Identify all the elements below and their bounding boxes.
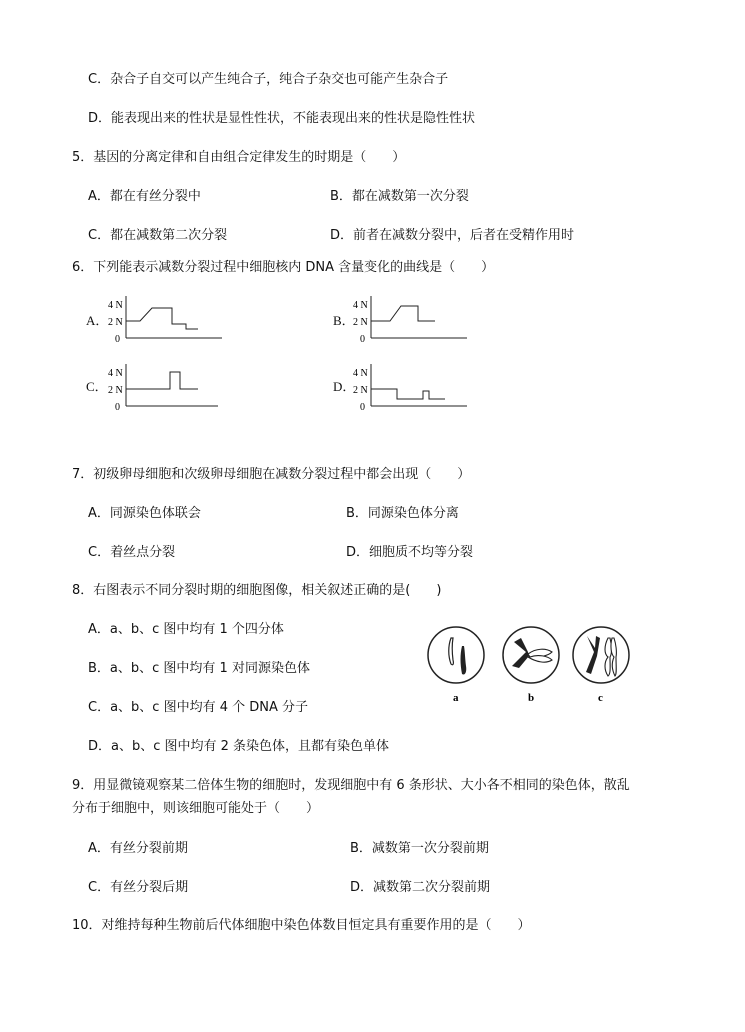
cell-c [573, 627, 629, 704]
q8-option-b: B．a、b、c 图中均有 1 对同源染色体 [88, 661, 310, 676]
q4-option-c: C．杂合子自交可以产生纯合子，纯合子杂交也可能产生杂合子 [88, 72, 449, 87]
q5-option-c: C．都在减数第二次分裂 [88, 228, 228, 243]
y-2n-label: 2 N [353, 385, 368, 396]
q7-option-b: B．同源染色体分离 [346, 506, 459, 521]
q7-stem: 7．初级卵母细胞和次级卵母细胞在减数分裂过程中都会出现（ ） [72, 467, 471, 482]
q8-option-a: A．a、b、c 图中均有 1 个四分体 [88, 622, 284, 637]
q5-option-b: B．都在减数第一次分裂 [330, 189, 469, 204]
q7-option-c: C．着丝点分裂 [88, 545, 176, 560]
q10-stem: 10．对维持每种生物前后代体细胞中染色体数目恒定具有重要作用的是（ ） [72, 918, 531, 933]
q7-option-d: D．细胞质不均等分裂 [346, 545, 474, 560]
cell-c-label: c [598, 692, 603, 704]
q6-graph-a [100, 294, 225, 346]
cell-a-label: a [453, 692, 459, 704]
q5-option-a: A．都在有丝分裂中 [88, 189, 201, 204]
q9-stem-line2: 分布于细胞中，则该细胞可能处于（ ） [72, 801, 320, 816]
cell-b-label: b [528, 692, 535, 704]
q5-option-d: D．前者在减数分裂中，后者在受精作用时 [330, 228, 575, 243]
q8-stem: 8．右图表示不同分裂时期的细胞图像，相关叙述正确的是( ) [72, 583, 442, 598]
q6-graph-a-label: A． [86, 313, 109, 328]
q9-option-b: B．减数第一次分裂前期 [350, 841, 489, 856]
y-4n-label: 4 N [108, 300, 123, 311]
dna-curve [126, 372, 198, 389]
cell-a [428, 627, 484, 704]
y-4n-label: 4 N [108, 368, 123, 379]
q6-graph-b-label: B． [333, 313, 355, 328]
y-0-label: 0 [115, 334, 120, 345]
q7-option-a: A．同源染色体联会 [88, 506, 201, 521]
q9-stem-line1: 9．用显微镜观察某二倍体生物的细胞时，发现细胞中有 6 条形状、大小各不相同的染色体，散乱 [72, 778, 630, 793]
y-0-label: 0 [360, 402, 365, 413]
y-0-label: 0 [360, 334, 365, 345]
dna-curve [371, 389, 445, 399]
q6-graph-c [100, 362, 225, 414]
q9-option-d: D．减数第二次分裂前期 [350, 880, 491, 895]
q4-option-d: D．能表现出来的性状是显性性状，不能表现出来的性状是隐性性状 [88, 111, 476, 126]
dna-curve [371, 306, 435, 321]
cell-b [503, 627, 559, 704]
q9-option-c: C．有丝分裂后期 [88, 880, 189, 895]
y-2n-label: 2 N [353, 317, 368, 328]
q6-graph-b [345, 294, 470, 346]
q8-option-c: C．a、b、c 图中均有 4 个 DNA 分子 [88, 700, 309, 715]
dna-curve [126, 308, 198, 329]
q5-stem: 5．基因的分离定律和自由组合定律发生的时期是（ ） [72, 150, 406, 165]
y-2n-label: 2 N [108, 317, 123, 328]
q8-option-d: D．a、b、c 图中均有 2 条染色体，且都有染色单体 [88, 739, 390, 754]
y-2n-label: 2 N [108, 385, 123, 396]
q6-stem: 6．下列能表示减数分裂过程中细胞核内 DNA 含量变化的曲线是（ ） [72, 260, 495, 275]
q6-graph-d [345, 362, 470, 414]
q6-graph-c-label: C． [86, 379, 108, 394]
y-4n-label: 4 N [353, 300, 368, 311]
q8-cell-figures [424, 624, 636, 706]
q9-option-a: A．有丝分裂前期 [88, 841, 188, 856]
q6-graph-d-label: D． [333, 379, 356, 394]
y-0-label: 0 [115, 402, 120, 413]
y-4n-label: 4 N [353, 368, 368, 379]
